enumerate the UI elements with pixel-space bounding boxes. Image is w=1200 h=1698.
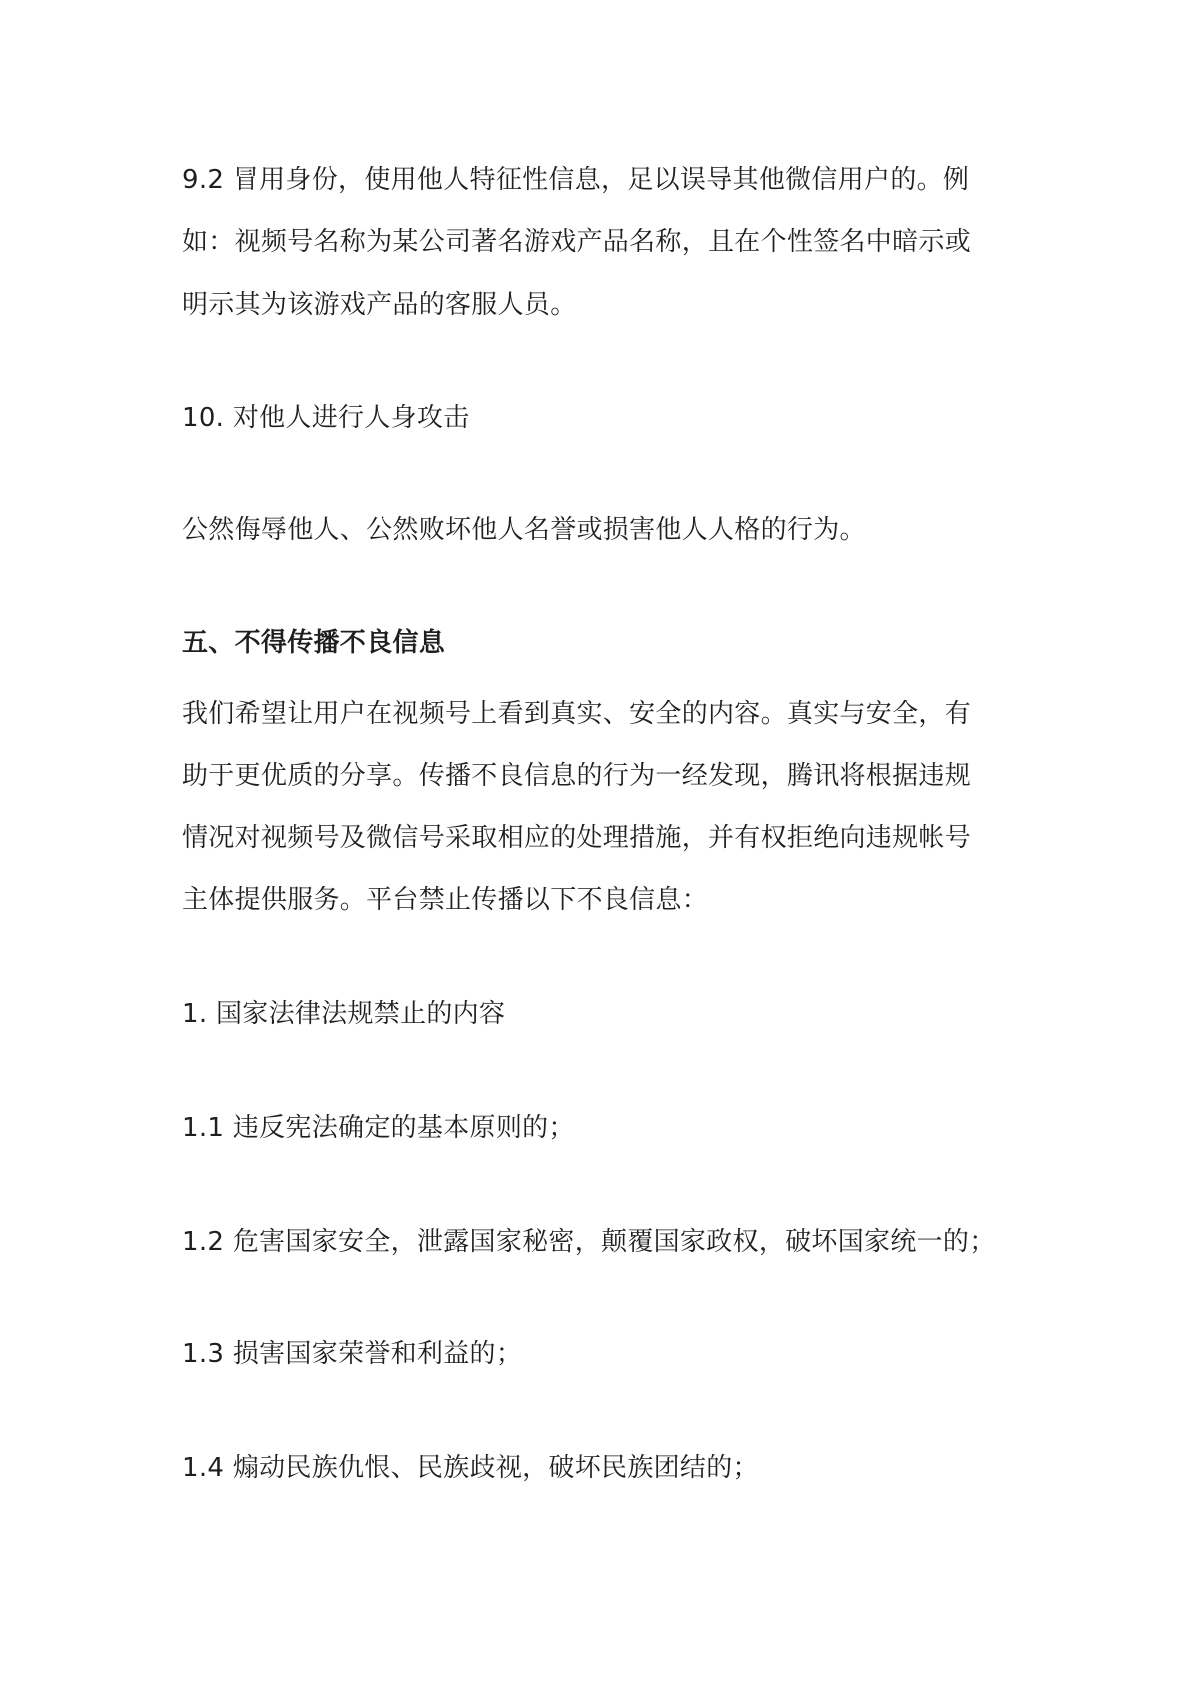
section-5-intro-line-2: 助于更优质的分享。传播不良信息的行为一经发现，腾讯将根据违规 [182,761,972,791]
section-5-subitem-1-4: 1.4 煽动民族仇恨、民族歧视，破坏民族团结的； [182,1453,759,1483]
section-5-intro-line-4: 主体提供服务。平台禁止传播以下不良信息： [182,885,709,915]
section-5-subitem-1-1: 1.1 违反宪法确定的基本原则的； [182,1113,575,1143]
section-5-intro-line-3: 情况对视频号及微信号采取相应的处理措施，并有权拒绝向违规帐号 [182,823,972,853]
item-9-2-line-3: 明示其为该游戏产品的客服人员。 [182,290,577,320]
item-9-2-line-1: 9.2 冒用身份，使用他人特征性信息，足以误导其他微信用户的。例 [182,165,970,195]
section-5-subitem-1-3: 1.3 损害国家荣誉和利益的； [182,1339,523,1369]
section-5-intro-line-1: 我们希望让用户在视频号上看到真实、安全的内容。真实与安全，有 [182,699,972,729]
item-10-body: 公然侮辱他人、公然败坏他人名誉或损害他人人格的行为。 [182,515,866,545]
section-5-subitem-1-2: 1.2 危害国家安全，泄露国家秘密，颠覆国家政权，破坏国家统一的； [182,1227,996,1257]
item-9-2-line-2: 如：视频号名称为某公司著名游戏产品名称，且在个性签名中暗示或 [182,227,972,257]
item-10-title: 10. 对他人进行人身攻击 [182,403,470,433]
section-5-heading: 五、不得传播不良信息 [182,628,446,658]
section-5-item-1-title: 1. 国家法律法规禁止的内容 [182,999,506,1029]
